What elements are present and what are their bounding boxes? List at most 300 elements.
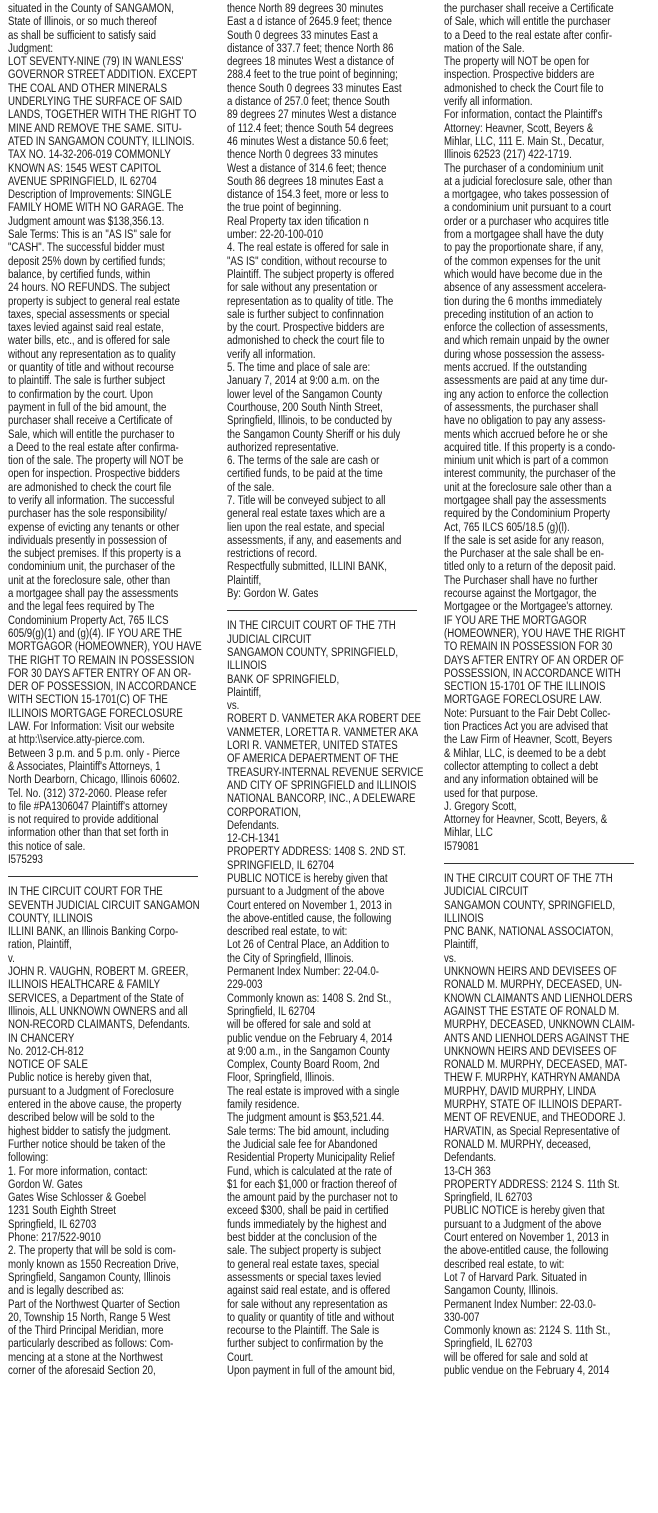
notice-line: thence South 0 degrees 33 minutes East	[227, 82, 402, 95]
notice-line: taxes levied against said real estate,	[8, 322, 164, 335]
notice-line: KNOWN AS: 1545 WEST CAPITOL	[8, 162, 162, 175]
notice-line: general real estate taxes which are a	[227, 508, 385, 521]
notice-line: MORTGAGE FORECLOSURE LAW.	[444, 694, 602, 707]
notice-line: 12-CH-1341	[227, 833, 280, 846]
notice-line: will be offered for sale and sold at	[227, 1019, 371, 1032]
notice-line: 330-007	[444, 1311, 480, 1324]
notice-line: 7. Title will be conveyed subject to all	[227, 494, 386, 507]
notice-line: If the sale is set aside for any reason,	[444, 534, 605, 547]
notice-line: described below will be sold to the	[8, 1112, 155, 1125]
notice-line: (HOMEOWNER), YOU HAVE THE RIGHT	[444, 627, 626, 640]
notice-line: SECTION 15-1701 OF THE ILLINOIS	[444, 681, 606, 694]
notice-line: the true point of beginning.	[227, 202, 342, 215]
notice-line: LAW. For Information: Visit our website	[8, 721, 175, 734]
notice-line: Gates Wise Schlosser & Goebel	[8, 1192, 146, 1205]
notice-line: assessments or special taxes levied	[227, 1271, 382, 1284]
notice-line: payment in full of the bid amount, the	[8, 401, 167, 414]
notice-line: a mortgagee shall pay the assessments	[8, 588, 179, 601]
notice-line: and which remain unpaid by the owner	[444, 335, 610, 348]
notice-line: acquired title. If this property is a condo-	[444, 441, 616, 454]
notice-line: admonished to check the Court file to	[444, 82, 604, 95]
notice-line: The purchaser of a condominium unit	[444, 162, 604, 175]
notice-line: State of Illinois, or so much thereof	[8, 16, 157, 29]
notice-line: Further notice should be taken of the	[8, 1138, 166, 1151]
notice-line: public vendue on the February 4, 2014	[227, 1032, 393, 1045]
notice-line: MURPHY, DAVID MURPHY, LINDA	[444, 1085, 596, 1098]
notice-line: pursuant to a Judgment of Foreclosure	[8, 1085, 174, 1098]
notice-line: to confirmation by the court. Upon	[8, 388, 153, 401]
notice-line: ments which accrued before he or she	[444, 428, 608, 441]
notice-line: Complex, County Board Room, 2nd	[227, 1059, 380, 1072]
notice-line: absence of any assessment accelera-	[444, 282, 607, 295]
notice-line: Phone: 217/522-9010	[8, 1232, 101, 1245]
notice-line: UNDERLYING THE SURFACE OF SAID	[8, 96, 183, 109]
notice-line: IF YOU ARE THE MORTGAGOR	[444, 614, 587, 627]
notice-line: Courthouse, 200 South Ninth Street,	[227, 401, 383, 414]
notice-line: which would have become due in the	[444, 268, 603, 281]
notice-line: as shall be sufficient to satisfy said	[8, 29, 157, 42]
notice-line: Judgment amount was $138,356.13.	[8, 215, 165, 228]
notice-line: to plaintiff. The sale is further subject	[8, 375, 165, 388]
notice-line: taxes, special assessments or special	[8, 308, 170, 321]
notice-line: FAMILY HOME WITH NO GARAGE. The	[8, 202, 184, 215]
notice-divider	[8, 876, 198, 877]
notice-line: tion Practices Act you are advised that	[444, 721, 608, 734]
notice-line: January 7, 2014 at 9:00 a.m. on the	[227, 375, 380, 388]
notice-line: mation of the Sale.	[444, 42, 525, 55]
notice-line: No. 2012-CH-812	[8, 1045, 84, 1058]
notice-line: TO REMAIN IN POSSESSION FOR 30	[444, 641, 613, 654]
notice-line: NATIONAL BANCORP, INC., A DELEWARE	[227, 793, 416, 806]
notice-line: Between 3 p.m. and 5 p.m. only - Pierce	[8, 747, 180, 760]
notice-line: Residential Property Municipality Relief	[227, 1152, 395, 1165]
notice-line: of the Third Principal Meridian, more	[8, 1325, 164, 1338]
notice-line: the Purchaser at the sale shall be en-	[444, 548, 605, 561]
notice-line: LORI R. VANMETER, UNITED STATES	[227, 740, 398, 753]
notice-line: distance of 337.7 feet; thence North 86	[227, 42, 394, 55]
notice-line: of assessments, the purchaser shall	[444, 401, 599, 414]
notice-divider	[444, 863, 634, 864]
notice-line: verify all information.	[227, 348, 316, 361]
notice-line: PROPERTY ADDRESS: 2124 S. 11th St.	[444, 1178, 620, 1191]
notice-line: Gordon W. Gates	[8, 1178, 83, 1191]
notice-line: further subject to confirmation by the	[227, 1338, 384, 1351]
notice-line: collector attempting to collect a debt	[444, 760, 599, 773]
notice-line: condominium unit, the purchaser of the	[8, 561, 176, 574]
notice-line: Mortgagee or the Mortgagee's attorney.	[444, 601, 613, 614]
notice-line: MINE AND REMOVE THE SAME. SITU-	[8, 122, 182, 135]
notice-line: are admonished to check the court file	[8, 481, 172, 494]
notice-line: at a judicial foreclosure sale, other than	[444, 175, 613, 188]
notice-line: ATED IN SANGAMON COUNTY, ILLINOIS.	[8, 135, 195, 148]
notice-line: North Dearborn, Chicago, Illinois 60602.	[8, 774, 180, 787]
notice-line: NON-RECORD CLAIMANTS, Defendants.	[8, 1019, 190, 1032]
notice-line: LANDS, TOGETHER WITH THE RIGHT TO	[8, 109, 197, 122]
notice-line: a mortgagee, who takes possession of	[444, 189, 609, 202]
notice-line: 13-CH 363	[444, 1165, 491, 1178]
notice-line: best bidder at the conclusion of the	[227, 1232, 377, 1245]
notice-line: interest community, the purchaser of the	[444, 468, 616, 481]
notice-line: assessments are paid at any time dur-	[444, 375, 608, 388]
notice-line: Floor, Springfield, Illinois.	[227, 1072, 335, 1085]
notice-line: SEVENTH JUDICIAL CIRCUIT SANGAMON	[8, 899, 200, 912]
notice-line: sale is further subject to confinnation	[227, 308, 384, 321]
notice-line: AGAINST THE ESTATE OF RONALD M.	[444, 1005, 620, 1018]
notice-line: RONALD M. MURPHY, deceased,	[444, 1138, 591, 1151]
notice-line: GOVERNOR STREET ADDITION. EXCEPT	[8, 69, 198, 82]
notice-line: property is subject to general real estate	[8, 295, 180, 308]
notice-line: is not required to provide additional	[8, 814, 159, 827]
notice-line: the Judicial sale fee for Abandoned	[227, 1138, 378, 1151]
notice-line: ILLINI BANK, an Illinois Banking Corpo-	[8, 926, 179, 939]
legal-notice	[444, 3, 650, 854]
notice-line: 288.4 feet to the true point of beginning;	[227, 69, 398, 82]
notice-line: to file #PA1306047 Plaintiff's attorney	[8, 800, 168, 813]
notice-line: sale. The subject property is subject	[227, 1245, 381, 1258]
notice-line: Sangamon County, Illinois.	[444, 1285, 559, 1298]
notice-line: expense of evicting any tenants or other	[8, 521, 180, 534]
notice-line: Plaintiff,	[227, 574, 262, 587]
notice-line: I579081	[444, 840, 479, 853]
notice-line: Sale terms: The bid amount, including	[227, 1125, 389, 1138]
notice-line: IN THE CIRCUIT COURT OF THE 7TH	[444, 873, 613, 885]
notice-line: The judgment amount is $53,521.44.	[227, 1112, 385, 1125]
notice-line: RONALD M. MURPHY, DECEASED, UN-	[444, 979, 623, 992]
notice-line: DER OF POSSESSION, IN ACCORDANCE	[8, 681, 197, 694]
notice-line: JOHN R. VAUGHN, ROBERT M. GREER,	[8, 966, 189, 979]
notice-line: tion of the sale. The property will NOT be	[8, 455, 184, 468]
notice-line: ILLINOIS	[444, 912, 484, 925]
notice-line: family residence.	[227, 1099, 300, 1112]
notice-line: pursuant to a Judgment of the above	[444, 1218, 602, 1231]
notice-line: deposit 25% down by certified funds;	[8, 255, 166, 268]
notice-line: Real Property tax iden tification n	[227, 215, 369, 228]
notice-line: LOT SEVENTY-NINE (79) IN WANLESS'	[8, 56, 184, 69]
notice-line: Part of the Northwest Quarter of Section	[8, 1298, 180, 1311]
notice-line: PROPERTY ADDRESS: 1408 S. 2ND ST.	[227, 846, 406, 859]
notice-line: FOR 30 DAYS AFTER ENTRY OF AN OR-	[8, 667, 192, 680]
notice-line: have no obligation to pay any assess-	[444, 415, 606, 428]
notice-line: MENT OF REVENUE, and THEODORE J.	[444, 1112, 626, 1125]
notice-line: mencing at a stone at the Northwest	[8, 1351, 163, 1364]
notice-line: purchaser shall receive a Certificate of	[8, 415, 173, 428]
notice-line: Springfield, IL 62703	[444, 1192, 533, 1205]
notice-line: ROBERT D. VANMETER AKA ROBERT DEE	[227, 713, 421, 726]
notice-line: vs.	[444, 952, 457, 965]
notice-line: enforce the collection of assessments,	[444, 322, 608, 335]
notice-line: authorized representative.	[227, 441, 339, 454]
notice-line: 89 degrees 27 minutes West a distance	[227, 109, 397, 122]
notice-line: Lot 26 of Central Place, an Addition to	[227, 939, 390, 952]
notice-line: 6. The terms of the sale are cash or	[227, 455, 380, 468]
notice-line: thence North 89 degrees 30 minutes	[227, 3, 384, 15]
notice-line: The Purchaser shall have no further	[444, 574, 598, 587]
notice-line: a condominium unit pursuant to a court	[444, 202, 612, 215]
column-2	[227, 3, 433, 1378]
notice-line: Court entered on November 1, 2013 in	[444, 1232, 609, 1245]
notice-line: individuals presently in possession of	[8, 534, 167, 547]
legal-notice	[8, 3, 214, 867]
notice-line: Description of Improvements: SINGLE	[8, 189, 172, 202]
notice-line: lower level of the Sangamon County	[227, 388, 383, 401]
notice-line: Sale Terms: This is an "AS IS" sale for	[8, 229, 172, 242]
notice-line: 605/9(g)(1) and (g)(4). IF YOU ARE THE	[8, 627, 183, 640]
notice-line: Judgment:	[8, 42, 54, 55]
notice-line: the above-entitled cause, the following	[444, 1245, 609, 1258]
notice-line: CORPORATION,	[227, 806, 301, 819]
notice-line: tion during the 6 months immediately	[444, 295, 602, 308]
notice-line: South 0 degrees 33 minutes East a	[227, 29, 378, 42]
notice-line: TAX NO. 14-32-206-019 COMMONLY	[8, 149, 171, 162]
notice-line: minium unit which is part of a common	[444, 455, 609, 468]
notice-line: Sale, which will entitle the purchaser to	[8, 428, 175, 441]
notice-line: THEW F. MURPHY, KATHRYN AMANDA	[444, 1072, 621, 1085]
notice-line: corner of the aforesaid Section 20,	[8, 1364, 156, 1377]
notice-line: By: Gordon W. Gates	[227, 588, 319, 601]
notice-line: 1. For more information, contact:	[8, 1165, 148, 1178]
notice-line: a Deed to the real estate after confirma-	[8, 441, 179, 454]
notice-line: BANK OF SPRINGFIELD,	[227, 673, 340, 686]
notice-line: and any information obtained will be	[444, 774, 599, 787]
notice-line: Defendants.	[227, 819, 280, 832]
notice-line: thence North 0 degrees 33 minutes	[227, 149, 378, 162]
notice-line: Act, 765 ILCS 605/18.5 (g)(l).	[444, 521, 570, 534]
notice-line: mortgagee shall pay the assessments	[444, 494, 607, 507]
notice-line: Respectfully submitted, ILLINI BANK,	[227, 561, 387, 574]
notice-line: Attorney: Heavner, Scott, Beyers &	[444, 122, 594, 135]
notice-line: 24 hours. NO REFUNDS. The subject	[8, 282, 170, 295]
notice-line: to general real estate taxes, special	[227, 1258, 379, 1271]
notice-line: Springfield, IL 62703	[8, 1218, 97, 1231]
notice-line: assessments, if any, and easements and	[227, 534, 402, 547]
notice-line: Fund, which is calculated at the rate of	[227, 1165, 392, 1178]
notice-line: recourse to the Plaintiff. The Sale is	[227, 1325, 380, 1338]
notice-line: to quality or quantity of title and without	[227, 1311, 395, 1324]
notice-line: at http:\\service.atty-pierce.com.	[8, 734, 145, 747]
notice-line: Public notice is hereby given that,	[8, 1072, 152, 1085]
notice-line: MURPHY, DECEASED, UNKNOWN CLAIM-	[444, 1019, 635, 1032]
notice-line: purchaser has the sole responsibility/	[8, 508, 167, 521]
notice-line: by the court. Prospective bidders are	[227, 322, 385, 335]
notice-line: TREASURY-INTERNAL REVENUE SERVICE	[227, 766, 424, 779]
notice-line: unit at the foreclosure sale, other than	[8, 574, 171, 587]
notice-line: titled only to a return of the deposit paid.	[444, 561, 616, 574]
notice-line: Court entered on November 1, 2013 in	[227, 899, 392, 912]
notice-line: I575293	[8, 854, 43, 866]
notice-line: Defendants.	[444, 1152, 497, 1165]
notice-line: & Associates, Plaintiff's Attorneys, 1	[8, 760, 161, 773]
notice-line: at 9:00 a.m., in the Sangamon County	[227, 1045, 390, 1058]
notice-line: "CASH". The successful bidder must	[8, 242, 165, 255]
notice-line: information other than that set forth in	[8, 827, 169, 840]
notice-line: $1 for each $1,000 or fraction thereof of	[227, 1178, 397, 1191]
notice-line: COUNTY, ILLINOIS	[8, 912, 93, 925]
notice-line: IN CHANCERY	[8, 1032, 75, 1045]
notice-line: or quantity of title and without recourse	[8, 362, 174, 375]
notice-line: ments accrued. If the outstanding	[444, 362, 587, 375]
notice-line: preceding institution of an action to	[444, 308, 594, 321]
notice-line: The real estate is improved with a single	[227, 1085, 400, 1098]
legal-notice	[8, 886, 214, 1378]
notice-line: The property will NOT be open for	[444, 56, 590, 69]
notice-line: situated in the County of SANGAMON,	[8, 3, 174, 15]
notice-line: verify all information.	[444, 96, 533, 109]
notice-line: UNKNOWN HEIRS AND DEVISEES OF	[444, 966, 617, 979]
notice-line: Commonly known as: 1408 S. 2nd St.,	[227, 992, 392, 1005]
notice-line: inspection. Prospective bidders are	[444, 69, 595, 82]
column-1	[8, 3, 214, 1378]
notice-line: public vendue on the February 4, 2014	[444, 1364, 610, 1377]
notice-line: Tel. No. (312) 372-2060. Please refer	[8, 787, 167, 800]
notice-line: v.	[8, 952, 15, 965]
notice-line: THE COAL AND OTHER MINERALS	[8, 82, 168, 95]
notice-line: to verify all information. The successful	[8, 494, 175, 507]
notice-line: Springfield, Illinois, to be conducted by	[227, 415, 392, 428]
notice-line: Mihlar, LLC	[444, 827, 493, 840]
notice-line: IN THE CIRCUIT COURT OF THE 7TH	[227, 620, 396, 633]
notice-line: DAYS AFTER ENTRY OF AN ORDER OF	[444, 654, 624, 667]
notice-line: For information, contact the Plaintiff's	[444, 109, 603, 122]
notice-line: the purchaser shall receive a Certificate	[444, 3, 614, 15]
notice-line: lien upon the real estate, and special	[227, 521, 385, 534]
legal-notice	[227, 3, 433, 601]
notice-line: of Sale, which will entitle the purchaser	[444, 16, 611, 29]
notice-line: & Mihlar, LLC, is deemed to be a debt	[444, 747, 606, 760]
notice-line: 2. The property that will be sold is com-	[8, 1245, 176, 1258]
notice-line: the above-entitled cause, the following	[227, 912, 392, 925]
notice-line: of the sale.	[227, 481, 275, 494]
notice-line: West a distance of 314.6 feet; thence	[227, 162, 387, 175]
notice-line: representation as to quality of title. The	[227, 295, 394, 308]
notice-line: 20, Township 15 North, Range 5 West	[8, 1311, 171, 1324]
notice-line: POSSESSION, IN ACCORDANCE WITH	[444, 667, 621, 680]
notice-line: Plaintiff. The subject property is offered	[227, 268, 395, 281]
notice-line: 229-003	[227, 979, 263, 992]
notice-line: umber: 22-20-100-010	[227, 229, 324, 242]
notice-line: MURPHY, STATE OF ILLINOIS DEPART-	[444, 1099, 622, 1112]
notice-line: recourse against the Mortgagor, the	[444, 588, 597, 601]
notice-line: the Law Firm of Heavner, Scott, Beyers	[444, 734, 613, 747]
notice-line: the City of Springfield, Illinois.	[227, 952, 354, 965]
notice-line: SPRINGFIELD, IL 62704	[227, 859, 335, 872]
notice-line: certified funds, to be paid at the time	[227, 468, 383, 481]
notice-line: South 86 degrees 18 minutes East a	[227, 175, 384, 188]
notice-line: SERVICES, a Department of the State of	[8, 992, 184, 1005]
notice-line: Condominium Property Act, 765 ILCS	[8, 614, 169, 627]
notice-line: of the common expenses for the unit	[444, 255, 601, 268]
notice-line: ILLINOIS HEALTHCARE & FAMILY	[8, 979, 161, 992]
notice-line: from a mortgagee shall have the duty	[444, 229, 604, 242]
notice-line: Permanent Index Number: 22-03.0-	[444, 1298, 596, 1311]
notice-line: THE RIGHT TO REMAIN IN POSSESSION	[8, 654, 195, 667]
notice-line: SANGAMON COUNTY, SPRINGFIELD,	[444, 899, 616, 912]
notice-line: "AS IS" condition, without recourse to	[227, 255, 387, 268]
notice-line: the subject premises. If this property is a	[8, 548, 181, 561]
notice-line: against said real estate, and is offered	[227, 1285, 391, 1298]
notice-line: Illinois, ALL UNKNOWN OWNERS and all	[8, 1005, 188, 1018]
notice-line: RONALD M. MURPHY, DECEASED, MAT-	[444, 1059, 628, 1072]
notice-line: VANMETER, LORETTA R. VANMETER AKA	[227, 726, 419, 739]
notice-line: restrictions of record.	[227, 548, 318, 561]
notice-line: 4. The real estate is offered for sale in	[227, 242, 389, 255]
notice-line: particularly described as follows: Com-	[8, 1338, 174, 1351]
notice-line: ILLINOIS	[227, 660, 267, 673]
notice-line: JUDICIAL CIRCUIT	[444, 886, 529, 899]
notice-line: J. Gregory Scott,	[444, 800, 517, 813]
notice-line: AND CITY OF SPRINGFIELD and ILLINOIS	[227, 779, 417, 792]
notice-line: following:	[8, 1152, 49, 1165]
notice-line: KNOWN CLAIMANTS AND LIENHOLDERS	[444, 992, 633, 1005]
notice-line: for sale without any presentation or	[227, 282, 378, 295]
notice-line: ILLINOIS MORTGAGE FORECLOSURE	[8, 707, 183, 720]
notice-line: funds immediately by the highest and	[227, 1218, 387, 1231]
notice-line: open for inspection. Prospective bidders	[8, 468, 180, 481]
notice-line: will be offered for sale and sold at	[444, 1351, 588, 1364]
notice-line: PUBLIC NOTICE is hereby given that	[227, 873, 388, 885]
notice-line: vs.	[227, 700, 240, 713]
notice-line: for sale without any representation as	[227, 1298, 388, 1311]
notice-line: to pay the proportionate share, if any,	[444, 242, 604, 255]
notice-line: NOTICE OF SALE	[8, 1059, 88, 1072]
notice-line: a distance of 257.0 feet; thence South	[227, 96, 390, 109]
notice-line: HARVATIN, as Special Representative of	[444, 1125, 620, 1138]
notice-line: distance of 154.3 feet, more or less to	[227, 189, 389, 202]
notice-line: unit at the foreclosure sale other than a	[444, 481, 612, 494]
notice-line: of 112.4 feet; thence South 54 degrees	[227, 122, 394, 135]
notice-line: degrees 18 minutes West a distance of	[227, 56, 394, 69]
notice-line: pursuant to a Judgment of the above	[227, 886, 385, 899]
notice-line: described real estate, to wit:	[444, 1258, 565, 1271]
notice-line: Springfield, Sangamon County, Illinois	[8, 1271, 171, 1284]
notice-line: MORTGAGOR (HOMEOWNER), YOU HAVE	[8, 641, 202, 654]
notice-line: and is legally described as:	[8, 1285, 124, 1298]
notice-line: Springfield, IL 62704	[227, 1005, 316, 1018]
notice-line: entered in the above cause, the property	[8, 1099, 182, 1112]
notice-line: described real estate, to wit:	[227, 926, 348, 939]
notice-line: the Sangamon County Sheriff or his duly	[227, 428, 401, 441]
notice-line: monly known as 1550 Recreation Drive,	[8, 1258, 179, 1271]
notice-line: Permanent Index Number: 22-04.0-	[227, 966, 379, 979]
column-3	[444, 3, 650, 1378]
notice-line: highest bidder to satisfy the judgment.	[8, 1125, 171, 1138]
notice-line: Plaintiff,	[227, 686, 262, 699]
notice-line: order or a purchaser who acquires title	[444, 215, 609, 228]
notice-line: ANTS AND LIENHOLDERS AGAINST THE	[444, 1032, 630, 1045]
notice-line: SANGAMON COUNTY, SPRINGFIELD,	[227, 646, 399, 659]
notice-line: admonished to check the court file to	[227, 335, 385, 348]
notice-line: 1231 South Eighth Street	[8, 1205, 116, 1218]
notice-line: used for that purpose.	[444, 787, 538, 800]
notice-line: water bills, etc., and is offered for sale	[8, 335, 170, 348]
notice-line: Plaintiff,	[444, 939, 479, 952]
notice-line: OF AMERICA DEPAERTMENT OF THE	[227, 753, 399, 766]
notice-line: Lot 7 of Harvard Park. Situated in	[444, 1271, 587, 1284]
notice-line: WITH SECTION 15-1701(C) OF THE	[8, 694, 168, 707]
notice-line: Court.	[227, 1351, 254, 1364]
notice-line: Illinois 62523 (217) 422-1719.	[444, 149, 572, 162]
notice-line: Note: Pursuant to the Fair Debt Collec-	[444, 707, 611, 720]
notice-line: required by the Condominium Property	[444, 508, 610, 521]
notice-divider	[227, 610, 417, 611]
notice-line: ration, Plaintiff,	[8, 939, 72, 952]
notice-line: PNC BANK, NATIONAL ASSOCIATON,	[444, 926, 614, 939]
notice-line: 5. The time and place of sale are:	[227, 362, 371, 375]
notice-line: Upon payment in full of the amount bid,	[227, 1364, 396, 1377]
notice-line: PUBLIC NOTICE is hereby given that	[444, 1205, 605, 1218]
notice-line: AVENUE SPRINGFIELD, IL 62704	[8, 175, 157, 188]
notice-line: Mihlar, LLC, 111 E. Main St., Decatur,	[444, 135, 605, 148]
notice-line: Springfield, IL 62703	[444, 1338, 533, 1351]
